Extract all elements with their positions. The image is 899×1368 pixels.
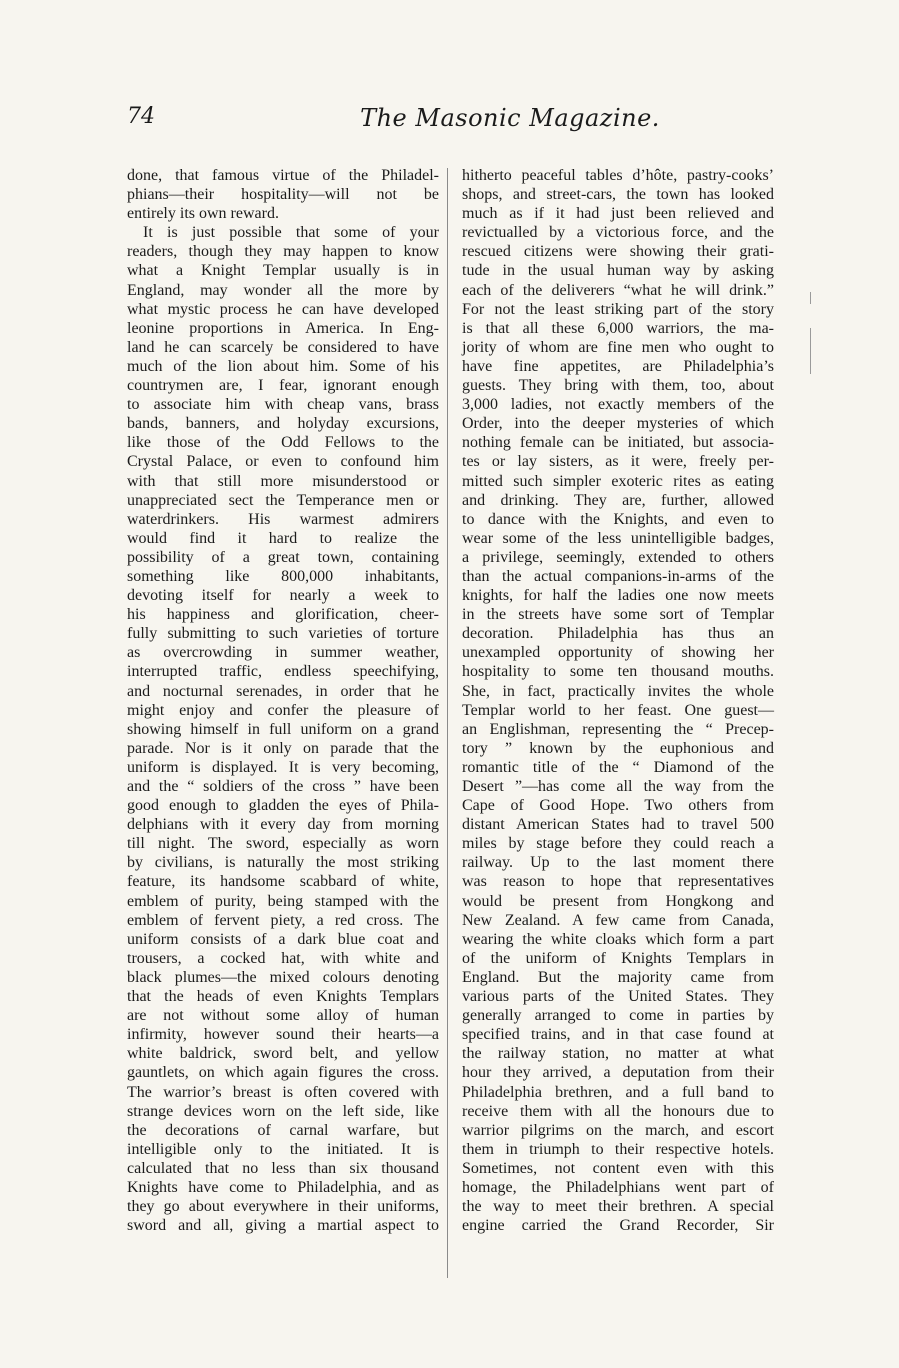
text-line: jority of whom are fine men who ought to bbox=[462, 338, 774, 356]
text-line: good enough to gladden the eyes of Phila- bbox=[127, 797, 439, 815]
text-line: much of the lion about him. Some of his bbox=[127, 357, 439, 375]
text-line: homage, the Philadelphians went part of bbox=[462, 1178, 774, 1196]
text-line: and nocturnal serenades, in order that he bbox=[127, 682, 439, 700]
text-line: railway. Up to the last moment there bbox=[462, 854, 774, 872]
text-line: unappreciated sect the Temperance men or bbox=[127, 491, 439, 509]
text-line: uniform consists of a dark blue coat and bbox=[127, 930, 439, 948]
text-line: Philadelphia brethren, and a full band to bbox=[462, 1083, 774, 1101]
text-line: like those of the Odd Fellows to the bbox=[127, 434, 439, 452]
text-line: wear some of the less unintelligible badges, bbox=[462, 529, 774, 547]
text-line: and drinking. They are, further, allowed bbox=[462, 491, 774, 509]
text-line: Crystal Palace, or even to confound him bbox=[127, 453, 439, 471]
text-line: the way to meet their brethren. A special bbox=[462, 1198, 774, 1216]
text-line: emblem of fervent piety, a red cross. The bbox=[127, 911, 439, 929]
text-line: Sometimes, not content even with this bbox=[462, 1159, 774, 1177]
text-line: the railway station, no matter at what bbox=[462, 1045, 774, 1063]
text-line: sword and all, giving a martial aspect to bbox=[127, 1217, 439, 1235]
text-line: intelligible only to the initiated. It is bbox=[127, 1140, 439, 1158]
text-line: distant American States had to travel 500 bbox=[462, 816, 774, 834]
text-line: rescued citizens were showing their grati- bbox=[462, 243, 774, 261]
text-line: parade. Nor is it only on parade that the bbox=[127, 739, 439, 757]
text-line: hitherto peaceful tables d’hôte, pastry-cooks’ bbox=[462, 167, 774, 184]
text-line: each of the deliverers “what he will drink.” bbox=[462, 281, 774, 299]
text-line: trousers, a cocked hat, with white and bbox=[127, 949, 439, 967]
text-line: white baldrick, sword belt, and yellow bbox=[127, 1045, 439, 1063]
text-line: The warrior’s breast is often covered with bbox=[127, 1083, 439, 1101]
text-line: than the actual companions-in-arms of the bbox=[462, 567, 774, 585]
text-line: specified trains, and in that case found at bbox=[462, 1026, 774, 1044]
text-line: in the streets have some sort of Templar bbox=[462, 606, 774, 624]
text-line: possibility of a great town, containing bbox=[127, 548, 439, 566]
text-line: Knights have come to Philadelphia, and as bbox=[127, 1178, 439, 1196]
text-line: romantic title of the “ Diamond of the bbox=[462, 758, 774, 776]
text-line: nothing female can be initiated, but associa- bbox=[462, 434, 774, 452]
text-line: gauntlets, on which again figures the cross. bbox=[127, 1064, 439, 1082]
text-line: guests. They bring with them, too, about bbox=[462, 377, 774, 395]
text-column-right bbox=[462, 166, 774, 1235]
text-line: what mystic process he can have developed bbox=[127, 300, 439, 318]
text-line: a privilege, seemingly, extended to others bbox=[462, 548, 774, 566]
text-line: hour they arrived, a deputation from their bbox=[462, 1064, 774, 1082]
text-line: entirely its own reward. bbox=[127, 205, 279, 223]
text-line: was reason to hope that representatives bbox=[462, 873, 774, 891]
text-column-left bbox=[127, 166, 439, 1235]
text-line: Desert ”—has come all the way from the bbox=[462, 778, 774, 795]
text-line: phians—their hospitality—will not be bbox=[127, 186, 439, 204]
text-line: they go about everywhere in their uniforms, bbox=[127, 1198, 439, 1216]
text-line: the decorations of carnal warfare, but bbox=[127, 1121, 439, 1139]
text-line: with that still more misunderstood or bbox=[127, 472, 439, 490]
text-line: fully submitting to such varieties of torture bbox=[127, 625, 439, 643]
text-line: unexampled opportunity of showing her bbox=[462, 644, 774, 662]
text-line: have fine appetites, are Philadelphia’s bbox=[462, 357, 774, 375]
text-line: tes or lay sisters, as it were, freely per- bbox=[462, 453, 774, 471]
text-line: till night. The sword, especially as worn bbox=[127, 835, 439, 853]
text-line: calculated that no less than six thousand bbox=[127, 1159, 439, 1177]
text-line: is that all these 6,000 warriors, the ma- bbox=[462, 319, 774, 337]
margin-mark bbox=[810, 328, 811, 374]
text-line: done, that famous virtue of the Philadel- bbox=[127, 167, 439, 184]
text-line: bands, banners, and holyday excursions, bbox=[127, 415, 439, 433]
text-line: wearing the white cloaks which form a part bbox=[462, 930, 774, 948]
margin-mark bbox=[810, 292, 811, 304]
text-line: countrymen are, I fear, ignorant enough bbox=[127, 377, 439, 395]
text-line: and the “ soldiers of the cross ” have been bbox=[127, 778, 439, 795]
text-line: black plumes—the mixed colours denoting bbox=[127, 968, 439, 986]
text-line: uniform is displayed. It is very becoming, bbox=[127, 758, 439, 776]
text-line: receive them with all the honours due to bbox=[462, 1102, 774, 1120]
text-line: would be present from Hongkong and bbox=[462, 892, 774, 910]
page-number: 74 bbox=[127, 104, 155, 129]
text-line: would find it hard to realize the bbox=[127, 529, 439, 547]
text-line: might enjoy and confer the pleasure of bbox=[127, 701, 439, 719]
text-line: mitted such simpler exoteric rites as eating bbox=[462, 472, 774, 490]
column-divider bbox=[447, 168, 448, 1278]
text-line: Order, into the deeper mysteries of which bbox=[462, 415, 774, 433]
text-line: that the heads of even Knights Templars bbox=[127, 988, 439, 1006]
text-line: hospitality to some ten thousand mouths. bbox=[462, 663, 774, 681]
text-line: New Zealand. A few came from Canada, bbox=[462, 911, 774, 929]
text-line: interrupted traffic, endless speechifying, bbox=[127, 663, 439, 681]
text-line: them in triumph to their respective hotels. bbox=[462, 1140, 774, 1158]
text-line: For not the least striking part of the story bbox=[462, 300, 774, 318]
text-line: Templar world to her feast. One guest— bbox=[462, 701, 774, 719]
text-line: miles by stage before they could reach a bbox=[462, 835, 774, 853]
text-line: delphians with it every day from morning bbox=[127, 816, 439, 834]
text-line: what a Knight Templar usually is in bbox=[127, 262, 439, 280]
text-line: shops, and street-cars, the town has looked bbox=[462, 186, 774, 204]
text-line: to associate him with cheap vans, brass bbox=[127, 396, 439, 414]
text-line: showing himself in full uniform on a grand bbox=[127, 720, 439, 738]
text-line: of the uniform of Knights Templars in bbox=[462, 949, 774, 967]
text-line: an Englishman, representing the “ Precep- bbox=[462, 720, 774, 738]
text-line: something like 800,000 inhabitants, bbox=[127, 567, 439, 585]
text-line: England, may wonder all the more by bbox=[127, 281, 439, 299]
text-line: strange devices worn on the left side, like bbox=[127, 1102, 439, 1120]
text-line: Cape of Good Hope. Two others from bbox=[462, 797, 774, 815]
text-line: infirmity, however sound their hearts—a bbox=[127, 1026, 439, 1044]
text-line: are not without some alloy of human bbox=[127, 1007, 439, 1025]
text-line: tory ” known by the euphonious and bbox=[462, 739, 774, 757]
text-line: warrior pilgrims on the march, and escort bbox=[462, 1121, 774, 1139]
text-line: his happiness and glorification, cheer- bbox=[127, 606, 439, 624]
text-line: knights, for half the ladies one now meets bbox=[462, 587, 774, 605]
text-line: as overcrowding in summer weather, bbox=[127, 644, 439, 662]
text-line: various parts of the United States. They bbox=[462, 988, 774, 1006]
text-line: 3,000 ladies, not exactly members of the bbox=[462, 396, 774, 414]
running-title: The Masonic Magazine. bbox=[360, 104, 660, 132]
text-line: waterdrinkers. His warmest admirers bbox=[127, 510, 439, 528]
text-line: generally arranged to come in parties by bbox=[462, 1007, 774, 1025]
text-line: England. But the majority came from bbox=[462, 968, 774, 986]
text-line: by civilians, is naturally the most striking bbox=[127, 854, 439, 872]
text-line: emblem of purity, being stamped with the bbox=[127, 892, 439, 910]
text-line: devoting itself for nearly a week to bbox=[127, 587, 439, 605]
text-line: engine carried the Grand Recorder, Sir bbox=[462, 1217, 774, 1235]
text-line: leonine proportions in America. In Eng- bbox=[127, 319, 439, 337]
text-line: land he can scarcely be considered to have bbox=[127, 338, 439, 356]
text-line: much as if it had just been relieved and bbox=[462, 205, 774, 223]
text-line: decoration. Philadelphia has thus an bbox=[462, 625, 774, 643]
text-line: It is just possible that some of your bbox=[143, 224, 439, 242]
text-line: to dance with the Knights, and even to bbox=[462, 510, 774, 528]
text-line: tude in the usual human way by asking bbox=[462, 262, 774, 280]
text-line: revictualled by a victorious force, and the bbox=[462, 224, 774, 242]
text-line: readers, though they may happen to know bbox=[127, 243, 439, 261]
text-line: She, in fact, practically invites the whole bbox=[462, 682, 774, 700]
text-line: feature, its handsome scabbard of white, bbox=[127, 873, 439, 891]
